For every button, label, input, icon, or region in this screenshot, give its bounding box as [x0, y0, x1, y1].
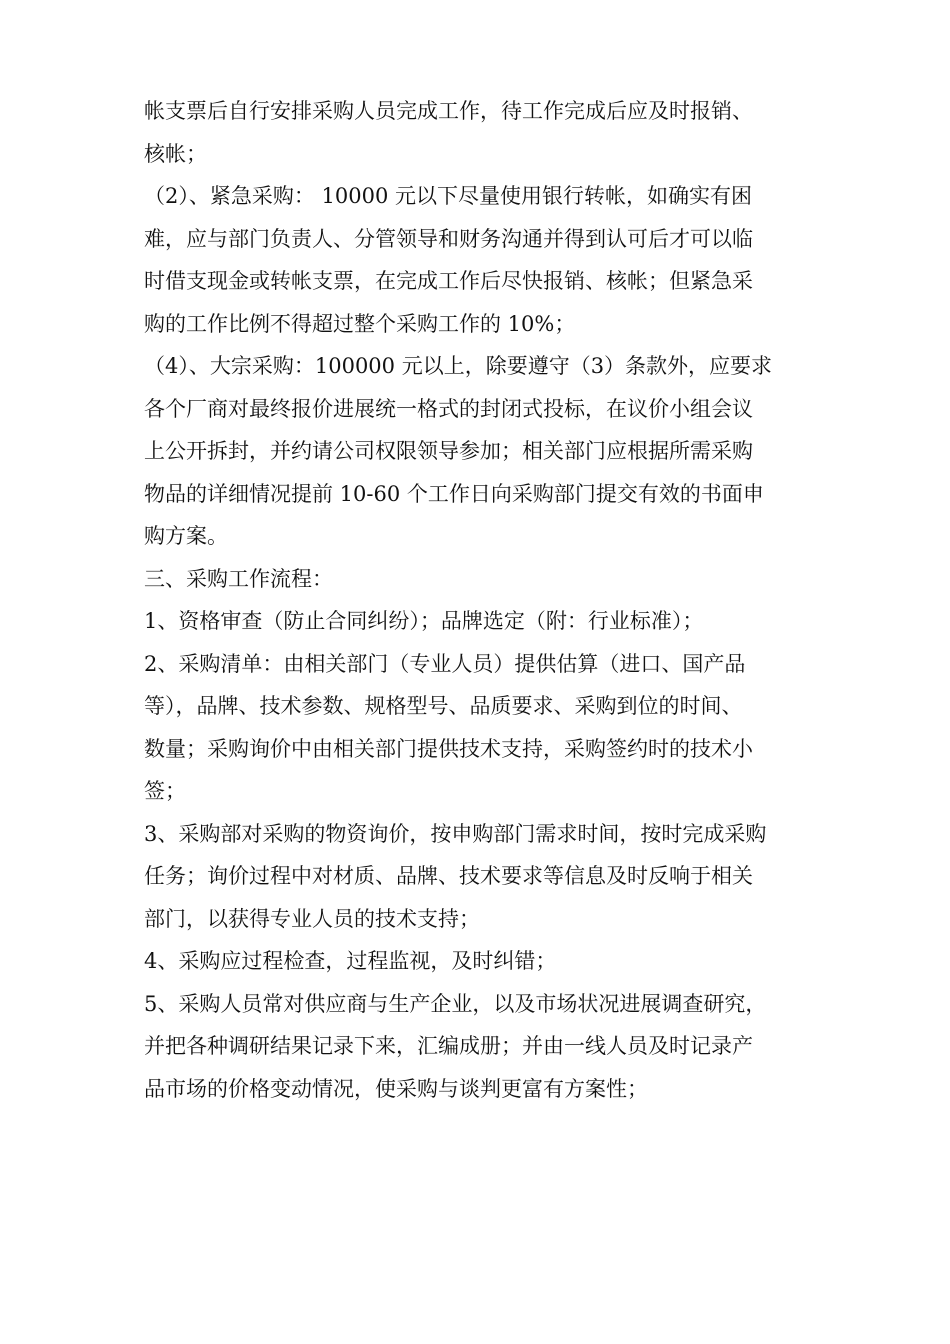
- text-line: 签；: [144, 779, 186, 803]
- text-line: 各个厂商对最终报价进展统一格式的封闭式投标，在议价小组会议: [144, 396, 753, 421]
- text-line: 品市场的价格变动情况，使采购与谈判更富有方案性；: [144, 1076, 648, 1101]
- text-line: 时借支现金或转帐支票，在完成工作后尽快报销、核帐；但紧急采: [144, 269, 753, 293]
- list-item: 4、采购应过程检查，过程监视，及时纠错；: [144, 949, 557, 973]
- text-line: 任务；询价过程中对材质、品牌、技术要求等信息及时反响于相关: [144, 864, 753, 888]
- text-line: 等），品牌、技术参数、规格型号、品质要求、采购到位的时间、: [144, 694, 743, 718]
- section-heading: 三、采购工作流程：: [144, 566, 333, 591]
- list-item: 1、资格审查（防止合同纠纷）；品牌选定（附：行业标准）；: [144, 609, 704, 633]
- text-line: 部门，以获得专业人员的技术支持；: [144, 906, 480, 931]
- text-line: 数量；采购询价中由相关部门提供技术支持，采购签约时的技术小: [144, 736, 753, 761]
- text-line: （2）、紧急采购： 10000 元以下尽量使用银行转帐，如确实有困: [144, 184, 753, 208]
- text-line: 核帐；: [144, 141, 207, 166]
- document-body: [144, 90, 814, 1110]
- text-line: 并把各种调研结果记录下来，汇编成册；并由一线人员及时记录产: [144, 1034, 753, 1058]
- text-line: 难，应与部门负责人、分管领导和财务沟通并得到认可后才可以临: [144, 226, 753, 251]
- text-line: 购方案。: [144, 524, 228, 548]
- text-line: 物品的详细情况提前 10-60 个工作日向采购部门提交有效的书面申: [144, 481, 764, 506]
- text-line: 帐支票后自行安排采购人员完成工作，待工作完成后应及时报销、: [144, 99, 753, 123]
- list-item: 2、采购清单：由相关部门（专业人员）提供估算（进口、国产品: [144, 651, 746, 676]
- list-item: 3、采购部对采购的物资询价，按申购部门需求时间，按时完成采购: [144, 821, 767, 846]
- text-line: （4）、大宗采购：100000 元以上，除要遵守（3）条款外，应要求: [144, 354, 773, 378]
- text-line: 上公开拆封，并约请公司权限领导参加；相关部门应根据所需采购: [144, 439, 753, 463]
- list-item: 5、采购人员常对供应商与生产企业，以及市场状况进展调查研究，: [144, 991, 767, 1016]
- text-line: 购的工作比例不得超过整个采购工作的 10%；: [144, 311, 576, 336]
